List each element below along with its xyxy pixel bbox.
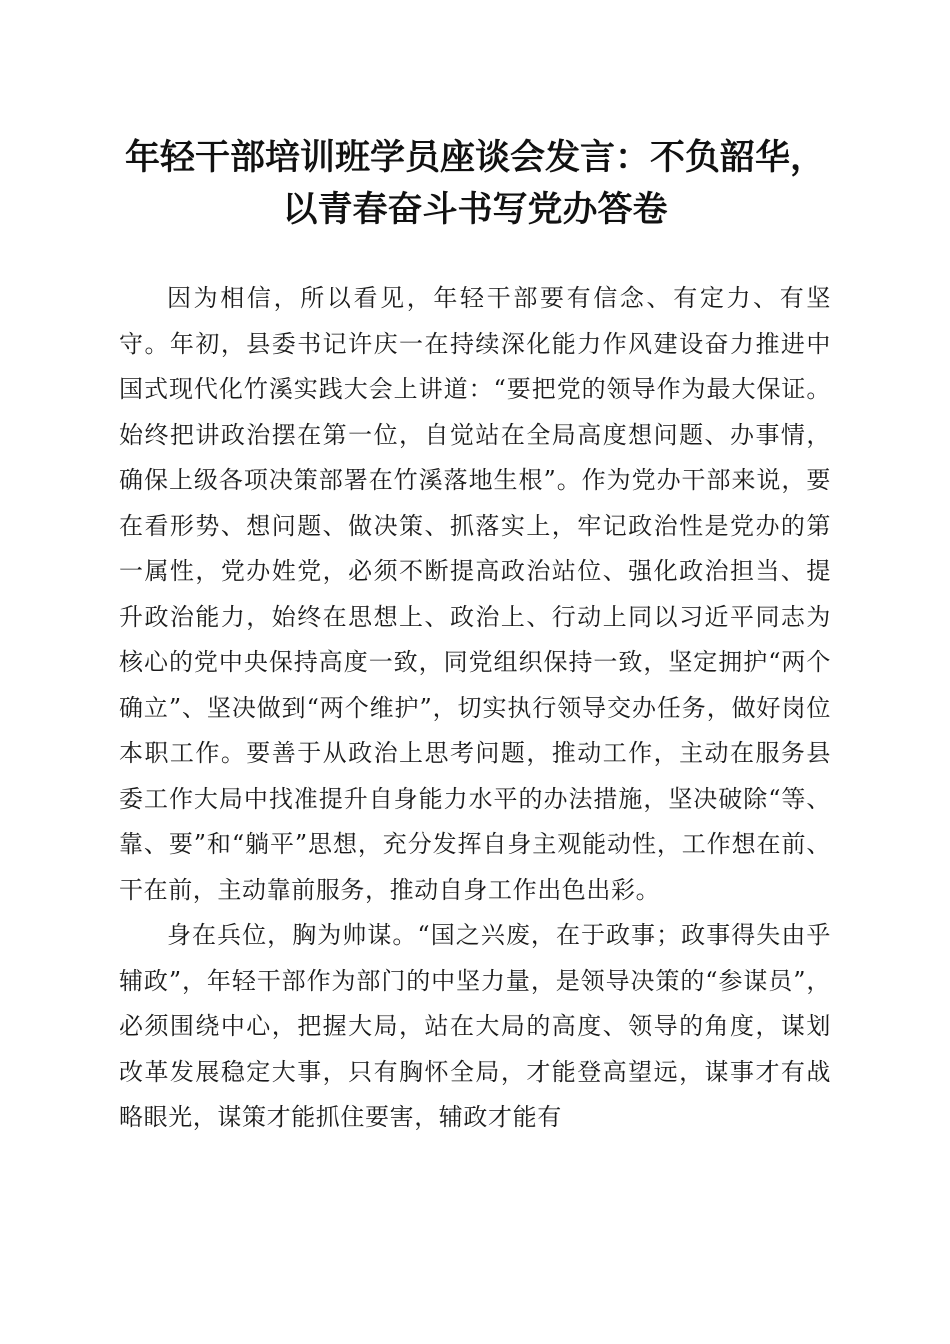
- paragraph-2: 身在兵位，胸为帅谋。“国之兴废，在于政事；政事得失由乎辅政”，年轻干部作为部门的中坚力量，是领导决策的“参谋员”，必须围绕中心，把握大局，站在大局的高度、领导的角度，谋划改革发展稳定大事，只有胸怀全局，才能登高望远，谋事才有战略眼光，谋策才能抓住要害，辅政才能有: [119, 921, 831, 1131]
- title-line-2: 以青春奋斗书写党办答卷: [282, 189, 668, 230]
- paragraph-1: 因为相信，所以看见，年轻干部要有信念、有定力、有坚守。年初，县委书记许庆一在持续深化能力作风建设奋力推进中国式现代化竹溪实践大会上讲道：“要把党的领导作为最大保证。始终把讲政治摆在第一位，自觉站在全局高度想问题、办事情，确保上级各项决策部署在竹溪落地生根”。作为党办干部来说，要在看形势、想问题、做决策、抓落实上，牢记政治性是党办的第一属性，党办姓党，必须不断提高政治站位、强化政治担当、提升政治能力，始终在思想上、政治上、行动上同以习近平同志为核心的党中央保持高度一致，同党组织保持一致，坚定拥护“两个确立”、坚决做到“两个维护”，切实执行领导交办任务，做好岗位本职工作。要善于从政治上思考问题，推动工作，主动在服务县委工作大局中找准提升自身能力水平的办法措施，坚决破除“等、靠、要”和“躺平”思想，充分发挥自身主观能动性，工作想在前、干在前，主动靠前服务，推动自身工作出色出彩。: [119, 284, 831, 904]
- document-body: [119, 276, 831, 1141]
- page-title: [100, 132, 850, 236]
- title-line-1: 年轻干部培训班学员座谈会发言：不负韶华，: [124, 137, 825, 178]
